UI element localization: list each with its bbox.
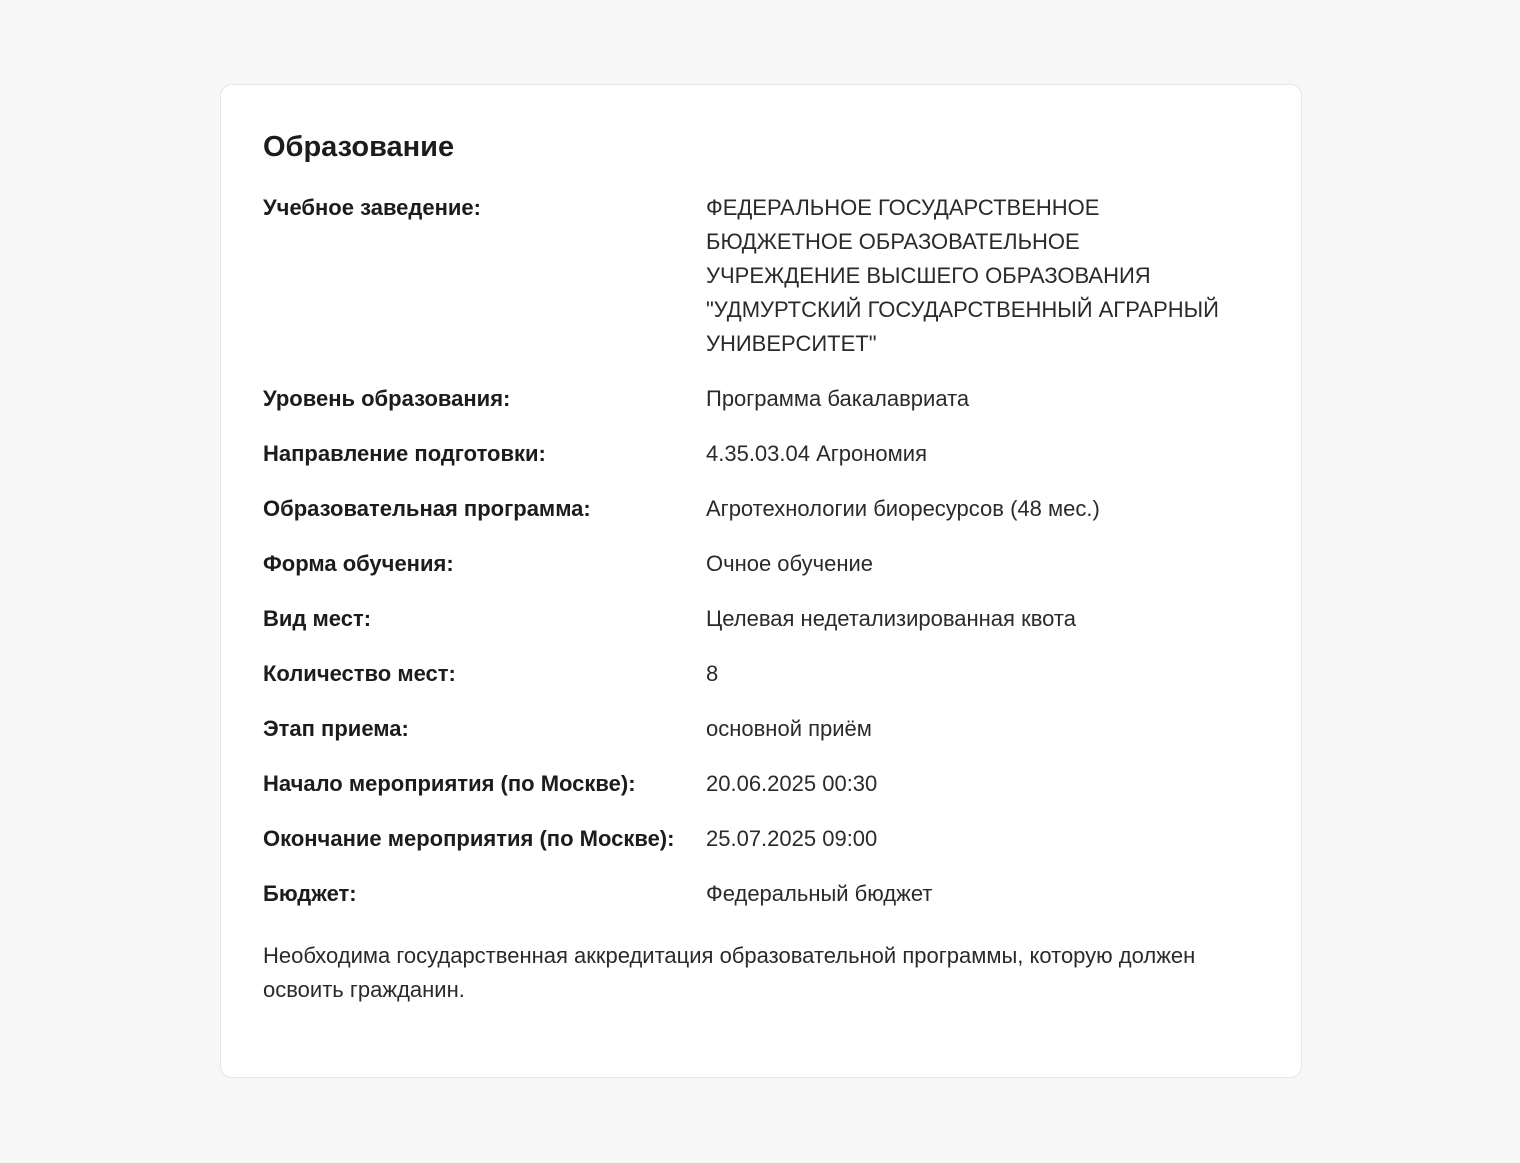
budget-value: Федеральный бюджет <box>706 881 933 906</box>
institution-value: ФЕДЕРАЛЬНОЕ ГОСУДАРСТВЕННОЕ БЮДЖЕТНОЕ ОБРАЗОВАТЕЛЬНОЕ УЧРЕЖДЕНИЕ ВЫСШЕГО ОБРАЗОВАНИЯ "УДМУРТСКИЙ ГОСУДАРСТВЕННЫЙ АГРАРНЫЙ УНИВЕРСИТЕТ" <box>706 195 1219 356</box>
event-end-value: 25.07.2025 09:00 <box>706 826 878 851</box>
event-start-label: Начало мероприятия (по Москве): <box>263 771 636 796</box>
education-level-value: Программа бакалавриата <box>706 386 970 411</box>
institution-label: Учебное заведение: <box>263 195 481 220</box>
budget-label: Бюджет: <box>263 881 357 906</box>
accreditation-note: Необходима государственная аккредитация образовательной программы, которую должен освоить гражданин. <box>263 943 1196 1002</box>
place-type-value: Целевая недетализированная квота <box>706 606 1076 631</box>
row-place-type <box>263 602 1259 636</box>
row-institution <box>263 191 1259 361</box>
row-event-end <box>263 822 1259 856</box>
row-education-level <box>263 382 1259 416</box>
place-count-label: Количество мест: <box>263 661 456 686</box>
education-card <box>220 84 1302 1078</box>
row-study-form <box>263 547 1259 581</box>
training-direction-value: 4.35.03.04 Агрономия <box>706 441 927 466</box>
admission-stage-value: основной приём <box>706 716 872 741</box>
education-level-label: Уровень образования: <box>263 386 511 411</box>
row-event-start <box>263 767 1259 801</box>
admission-stage-label: Этап приема: <box>263 716 409 741</box>
row-place-count <box>263 657 1259 691</box>
section-title: Образование <box>263 131 455 163</box>
place-type-label: Вид мест: <box>263 606 372 631</box>
training-direction-label: Направление подготовки: <box>263 441 546 466</box>
study-form-value: Очное обучение <box>706 551 874 576</box>
row-budget <box>263 877 1259 911</box>
row-training-direction <box>263 437 1259 471</box>
row-admission-stage <box>263 712 1259 746</box>
place-count-value: 8 <box>706 661 719 686</box>
educational-program-value: Агротехнологии биоресурсов (48 мес.) <box>706 496 1100 521</box>
study-form-label: Форма обучения: <box>263 551 454 576</box>
educational-program-label: Образовательная программа: <box>263 496 591 521</box>
event-end-label: Окончание мероприятия (по Москве): <box>263 826 675 851</box>
event-start-value: 20.06.2025 00:30 <box>706 771 878 796</box>
row-educational-program <box>263 492 1259 526</box>
